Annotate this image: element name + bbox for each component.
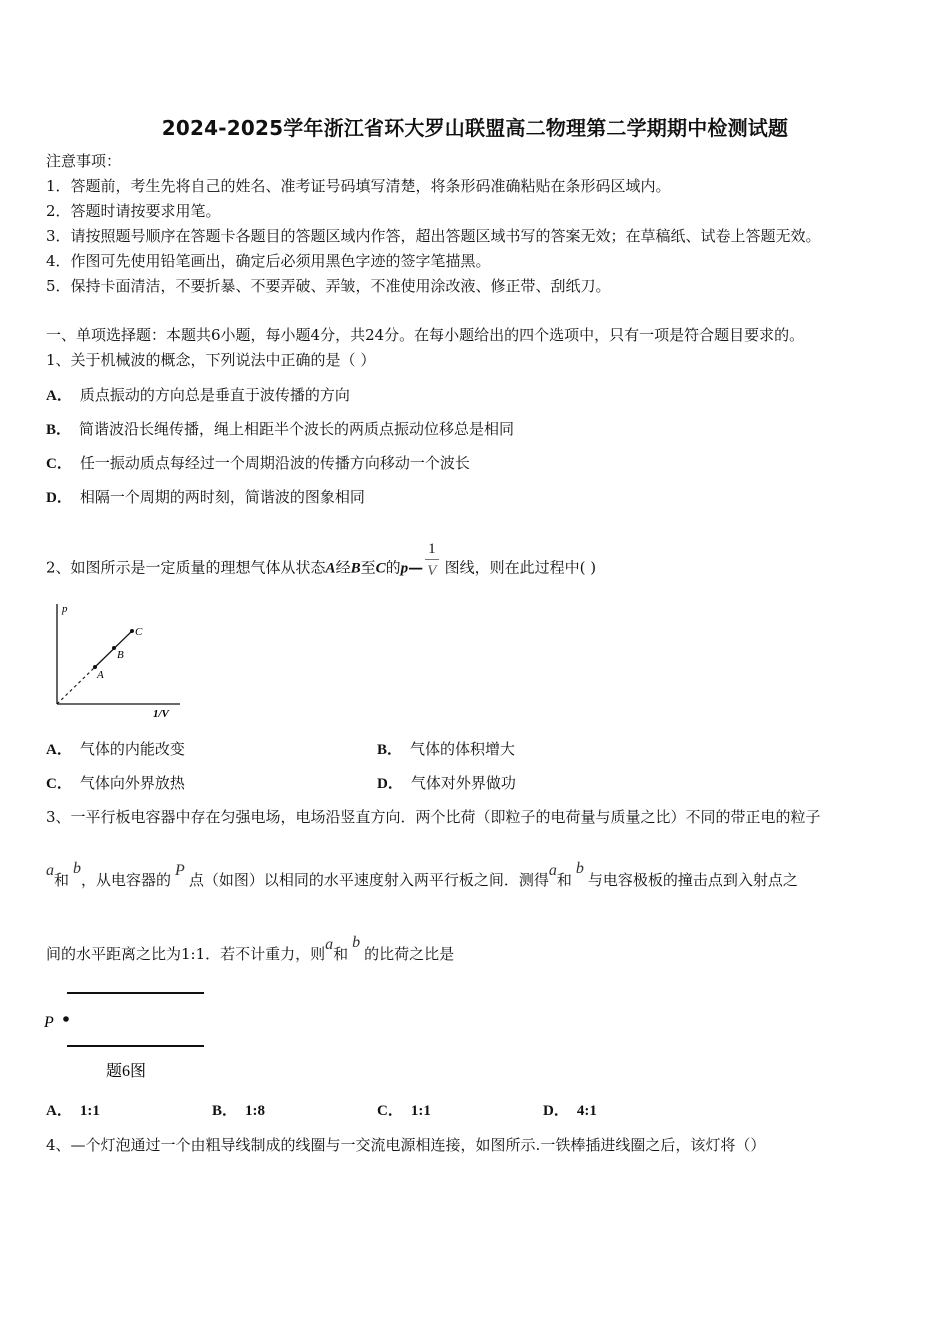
notice-item: 4．作图可先使用铅笔画出，确定后必须用黑色字迹的签字笔描黑。	[46, 252, 491, 270]
question-1-option-c: C． 任一振动质点每经过一个周期沿波的传播方向移动一个波长	[46, 454, 470, 472]
point-c-label: C	[135, 626, 143, 638]
notice-item: 3．请按照题号顺序在答题卡各题目的答题区域内作答，超出答题区域书写的答案无效；在草稿纸、试卷上答题无效。	[46, 227, 821, 245]
point-b-label: B	[117, 649, 124, 661]
question-3-stem-line1: 3、一平行板电容器中存在匀强电场，电场沿竖直方向．两个比荷（即粒子的电荷量与质量之比）不同的带正电的粒子	[46, 808, 821, 826]
notice-item: 5．保持卡面清洁，不要折暴、不要弄破、弄皱，不准使用涂改液、修正带、刮纸刀。	[46, 277, 611, 295]
question-2-option-a: A． 气体的内能改变	[46, 740, 185, 758]
point-b	[112, 646, 116, 650]
capacitor-figure	[40, 985, 220, 1085]
fraction-1-over-v: $\frac{1}{V}$	[425, 539, 439, 582]
question-1-option-d: D． 相隔一个周期的两时刻，简谐波的图象相同	[46, 488, 365, 506]
point-c	[130, 629, 134, 633]
question-4-stem: 4、—个灯泡通过一个由粗导线制成的线圈与一交流电源相连接，如图所示.一铁棒插进线圈之后，该灯将（）	[46, 1136, 766, 1154]
section-heading: 一、单项选择题：本题共6小题，每小题4分，共24分。在每小题给出的四个选项中，只有一项是符合题目要求的。	[46, 326, 805, 344]
figure-caption: 题6图	[106, 1063, 147, 1080]
question-2-option-d: D． 气体对外界做功	[377, 774, 516, 792]
point-p	[63, 1016, 69, 1022]
notice-heading: 注意事项：	[46, 152, 122, 170]
question-1-stem: 1、关于机械波的概念，下列说法中正确的是（ ）	[46, 351, 376, 369]
page-title: 2024-2025学年浙江省环大罗山联盟高二物理第二学期期中检测试题	[161, 116, 789, 140]
notice-item: 1．答题前，考生先将自己的姓名、准考证号码填写清楚，将条形码准确粘贴在条形码区域内。	[46, 177, 671, 195]
question-3-option-a: A． 1:1	[46, 1103, 100, 1119]
question-3-option-d: D． 4:1	[543, 1103, 597, 1119]
question-1-option-a: A． 质点振动的方向总是垂直于波传播的方向	[46, 386, 350, 404]
p-1v-graph	[40, 600, 190, 725]
point-a-label: A	[97, 669, 104, 681]
y-axis-label: p	[62, 603, 68, 615]
question-2-option-c: C． 气体向外界放热	[46, 774, 185, 792]
question-3-stem-line3: 间的水平距离之比为1:1．若不计重力，则a和b的比荷之比是	[46, 934, 455, 963]
question-3-option-c: C． 1:1	[377, 1103, 431, 1119]
question-2-option-b: B． 气体的体积增大	[377, 740, 516, 758]
notice-item: 2．答题时请按要求用笔。	[46, 202, 221, 220]
point-p-label: P	[44, 1014, 54, 1031]
question-3-option-b: B． 1:8	[212, 1103, 266, 1119]
question-3-stem-line2: a和b，从电容器的P点（如图）以相同的水平速度射入两平行板之间．测得a和b与电容极板的撞击点到入射点之	[46, 860, 798, 889]
question-1-option-b: B． 简谐波沿长绳传播，绳上相距半个波长的两质点振动位移总是相同	[46, 420, 515, 438]
question-2-stem: 2、如图所示是一定质量的理想气体从状态A经B至C的p— $\frac{1}{V}$ 图线，则在此过程中( )	[46, 547, 596, 590]
x-axis-label: 1/V	[153, 708, 169, 720]
